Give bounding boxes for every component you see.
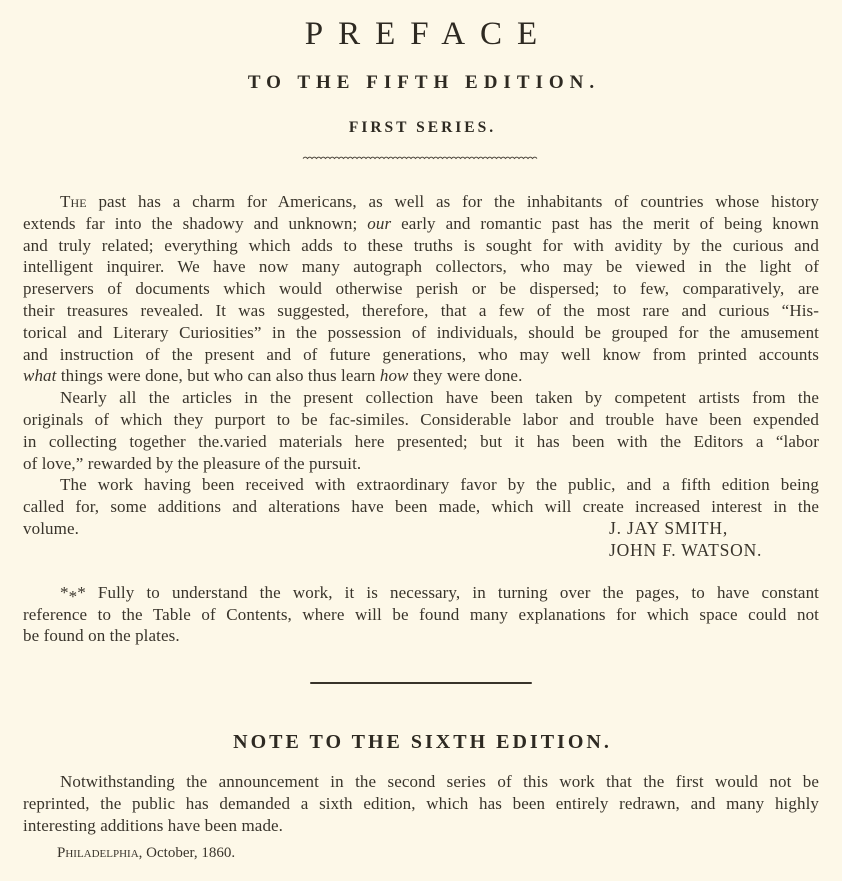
closing-line bbox=[23, 518, 819, 540]
signature-watson: JOHN F. WATSON. bbox=[609, 539, 763, 560]
section-divider-rule bbox=[310, 682, 532, 684]
preface-body bbox=[23, 191, 819, 518]
text-run: Notwithstanding the announcement in the second series of this work that the first would not be bbox=[60, 772, 819, 792]
text-line bbox=[23, 431, 819, 453]
edition-subtitle: TO THE FIFTH EDITION. bbox=[247, 72, 601, 93]
text-run: * bbox=[60, 582, 69, 602]
italic-text: our bbox=[367, 213, 392, 233]
text-run: originals of which they purport to be fac-similes. Considerable labor and trouble have been expended bbox=[23, 409, 819, 429]
italic-text: how bbox=[379, 366, 409, 386]
closing-word: volume. bbox=[23, 518, 79, 538]
text-run: * bbox=[68, 586, 78, 606]
dateline bbox=[23, 844, 819, 863]
text-line bbox=[23, 278, 819, 300]
footnote bbox=[23, 582, 819, 647]
text-run: The bbox=[60, 192, 87, 211]
text-run: Philadelphia bbox=[57, 844, 139, 861]
text-line bbox=[23, 604, 819, 626]
text-run: interesting additions have been made. bbox=[23, 815, 284, 835]
italic-text: what bbox=[23, 366, 57, 386]
text-run: things were done, but who can also thus learn bbox=[56, 366, 380, 386]
text-line bbox=[23, 625, 819, 647]
text-run: The work having been received with extraordinary favor by the public, and a fifth edition being bbox=[60, 475, 819, 495]
series-heading: FIRST SERIES. bbox=[348, 119, 497, 136]
text-line bbox=[23, 409, 819, 431]
text-line bbox=[23, 322, 819, 344]
signature-line bbox=[23, 540, 819, 563]
text-line bbox=[23, 191, 819, 213]
text-run: past has a charm for Americans, as well as for the inhabitants of countries whose history bbox=[86, 192, 819, 211]
text-run: * Fully to understand the work, it is necessary, in turning over the pages, to have constant bbox=[77, 582, 819, 602]
wavy-rule bbox=[23, 154, 819, 162]
text-line bbox=[23, 453, 819, 475]
note-body bbox=[23, 771, 819, 836]
text-line bbox=[23, 793, 819, 815]
text-run: they were done. bbox=[408, 366, 523, 386]
text-run: , October, 1860. bbox=[138, 844, 236, 861]
text-run: in collecting together the.varied materials here presented; but it has been with the Editors a “labor bbox=[23, 431, 819, 451]
signature-smith: J. JAY SMITH, bbox=[609, 517, 728, 538]
text-line bbox=[23, 815, 819, 837]
text-run: reference to the Table of Contents, where will be found many explanations for which space could not bbox=[23, 604, 819, 624]
text-line bbox=[23, 387, 819, 409]
text-run: Nearly all the articles in the present collection have been taken by competent artists from the bbox=[60, 388, 819, 408]
text-run: of love,” rewarded by the pleasure of the pursuit. bbox=[23, 453, 362, 473]
page-title: PREFACE bbox=[304, 16, 553, 52]
text-run: reprinted, the public has demanded a sixth edition, which has been entirely redrawn, and many highly bbox=[23, 793, 819, 813]
text-line bbox=[23, 213, 819, 235]
text-line bbox=[23, 365, 819, 387]
text-run: extends far into the shadowy and unknown; bbox=[23, 213, 368, 233]
text-run: their treasures revealed. It was suggested, therefore, that a few of the most rare and curious “His- bbox=[23, 300, 819, 320]
note-heading: NOTE TO THE SIXTH EDITION. bbox=[233, 731, 612, 754]
text-line bbox=[23, 496, 819, 518]
text-run: called for, some additions and alterations have been made, which will create increased interest in the bbox=[23, 497, 819, 517]
wavy-rule-graphic bbox=[302, 154, 540, 162]
text-line bbox=[23, 474, 819, 496]
text-run: early and romantic past has the merit of being known bbox=[391, 213, 819, 233]
text-line bbox=[23, 300, 819, 322]
text-run: preservers of documents which would otherwise perish or be dispersed; to few, comparatively, are bbox=[23, 279, 819, 299]
text-line bbox=[23, 771, 819, 793]
text-run: and truly related; everything which adds to these truths is sought for with avidity by the curious and bbox=[23, 235, 819, 255]
text-line bbox=[23, 344, 819, 366]
text-line bbox=[23, 235, 819, 257]
text-run: be found on the plates. bbox=[23, 626, 180, 646]
text-run: intelligent inquirer. We have now many autograph collectors, who may be viewed in the light of bbox=[23, 257, 819, 277]
text-run: and instruction of the present and of future generations, who may well know from printed accounts bbox=[23, 344, 819, 364]
text-line bbox=[23, 582, 819, 604]
text-line bbox=[23, 256, 819, 278]
text-run: torical and Literary Curiosities” in the possession of individuals, should be grouped for the amusement bbox=[23, 322, 819, 342]
